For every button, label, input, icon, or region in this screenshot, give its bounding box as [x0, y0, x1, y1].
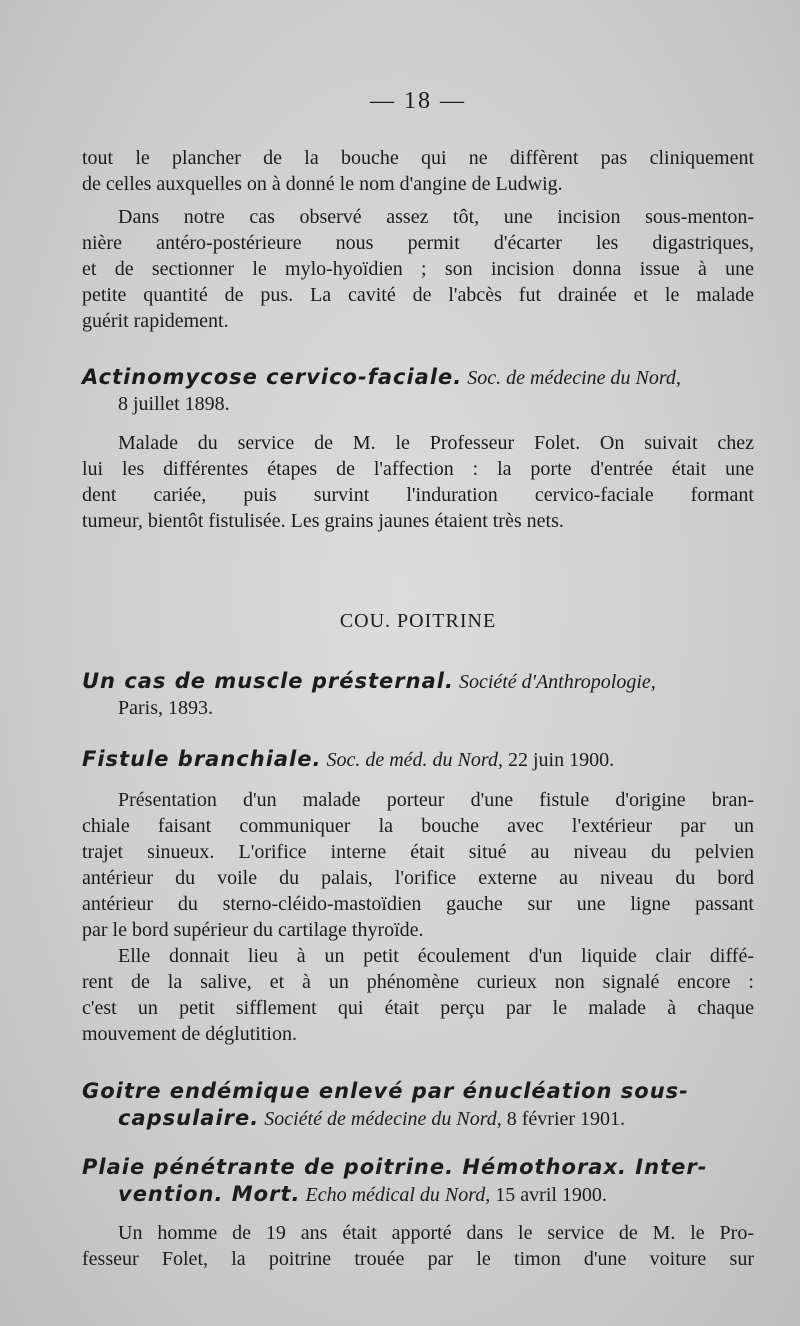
text-line: nière antéro-postérieure nous permit d'écarter les digastriques, — [82, 232, 754, 254]
text-line: dent cariée, puis survint l'induration cervico-faciale formant — [82, 484, 754, 506]
text-line: antérieur du sterno-cléido-mastoïdien gauche sur une ligne passant — [82, 893, 754, 915]
text-line: c'est un petit sifflement qui était perçu par le malade à chaque — [82, 997, 754, 1019]
entry-heading-plaie — [82, 1154, 754, 1208]
text-line: Un homme de 19 ans était apporté dans le service de M. le Pro- — [118, 1222, 754, 1244]
entry-date: 8 février 1901. — [506, 1108, 626, 1130]
entry-title: Goitre endémique enlevé par énucléation sous- — [82, 1079, 689, 1103]
entry-date: Paris, 1893. — [118, 697, 213, 719]
entry-heading-actinomycose — [82, 364, 754, 417]
entry-source: Société d'Anthropologie, — [458, 671, 656, 693]
entry-heading-goitre — [82, 1078, 754, 1132]
entry-heading-presternal — [82, 668, 754, 721]
text-line: tout le plancher de la bouche qui ne diffèrent pas cliniquement — [82, 147, 754, 169]
text-line: chiale faisant communiquer la bouche avec l'extérieur par un — [82, 815, 754, 837]
text-line: par le bord supérieur du cartilage thyroïde. — [82, 919, 424, 941]
entry-title: Plaie pénétrante de poitrine. Hémothorax. Inter- — [82, 1155, 708, 1179]
paragraph-ludwig-case — [82, 204, 754, 334]
entry-date: 15 avril 1900. — [495, 1184, 607, 1206]
text-line: fesseur Folet, la poitrine trouée par le timon d'une voiture sur — [82, 1248, 754, 1270]
entry-source: Soc. de méd. du Nord, — [326, 749, 503, 771]
text-line: trajet sinueux. L'orifice interne était situé au niveau du pelvien — [82, 841, 754, 863]
entry-title-continued: vention. Mort. — [118, 1182, 301, 1206]
paragraph-plaie — [82, 1220, 754, 1272]
entry-source: Soc. de médecine du Nord, — [467, 367, 681, 389]
paragraph-continuation — [82, 145, 754, 197]
page-number: — 18 — — [370, 88, 466, 114]
text-line: mouvement de déglutition. — [82, 1023, 297, 1045]
text-line: Malade du service de M. le Professeur Folet. On suivait chez — [118, 432, 754, 454]
entry-source: Echo médical du Nord, — [305, 1184, 491, 1206]
entry-date: 22 juin 1900. — [507, 749, 615, 771]
entry-title: Un cas de muscle présternal. — [82, 669, 454, 693]
entry-source: Société de médecine du Nord, — [264, 1108, 502, 1130]
paragraph-fistule-symptoms — [82, 943, 754, 1047]
entry-title-continued: capsulaire. — [118, 1106, 260, 1130]
text-line: lui les différentes étapes de l'affection : la porte d'entrée était une — [82, 458, 754, 480]
text-line: rent de la salive, et à un phénomène curieux non signalé encore : — [82, 971, 754, 993]
entry-title: Actinomycose cervico-faciale. — [82, 365, 463, 389]
paragraph-actinomycose — [82, 430, 754, 534]
entry-heading-fistule — [82, 746, 754, 773]
section-heading: COU. POITRINE — [339, 610, 497, 632]
text-line: guérit rapidement. — [82, 310, 229, 332]
text-line: tumeur, bientôt fistulisée. Les grains jaunes étaient très nets. — [82, 510, 564, 532]
text-line: de celles auxquelles on à donné le nom d'angine de Ludwig. — [82, 173, 563, 195]
text-line: Dans notre cas observé assez tôt, une incision sous-menton- — [118, 206, 754, 228]
text-line: Présentation d'un malade porteur d'une fistule d'origine bran- — [118, 789, 754, 811]
text-line: antérieur du voile du palais, l'orifice externe au niveau du bord — [82, 867, 754, 889]
entry-title: Fistule branchiale. — [82, 747, 322, 771]
paragraph-fistule-presentation — [82, 787, 754, 943]
text-line: et de sectionner le mylo-hyoïdien ; son incision donna issue à une — [82, 258, 754, 280]
text-line: Elle donnait lieu à un petit écoulement d'un liquide clair diffé- — [118, 945, 754, 967]
text-line: petite quantité de pus. La cavité de l'abcès fut drainée et le malade — [82, 284, 754, 306]
entry-date: 8 juillet 1898. — [118, 393, 230, 415]
